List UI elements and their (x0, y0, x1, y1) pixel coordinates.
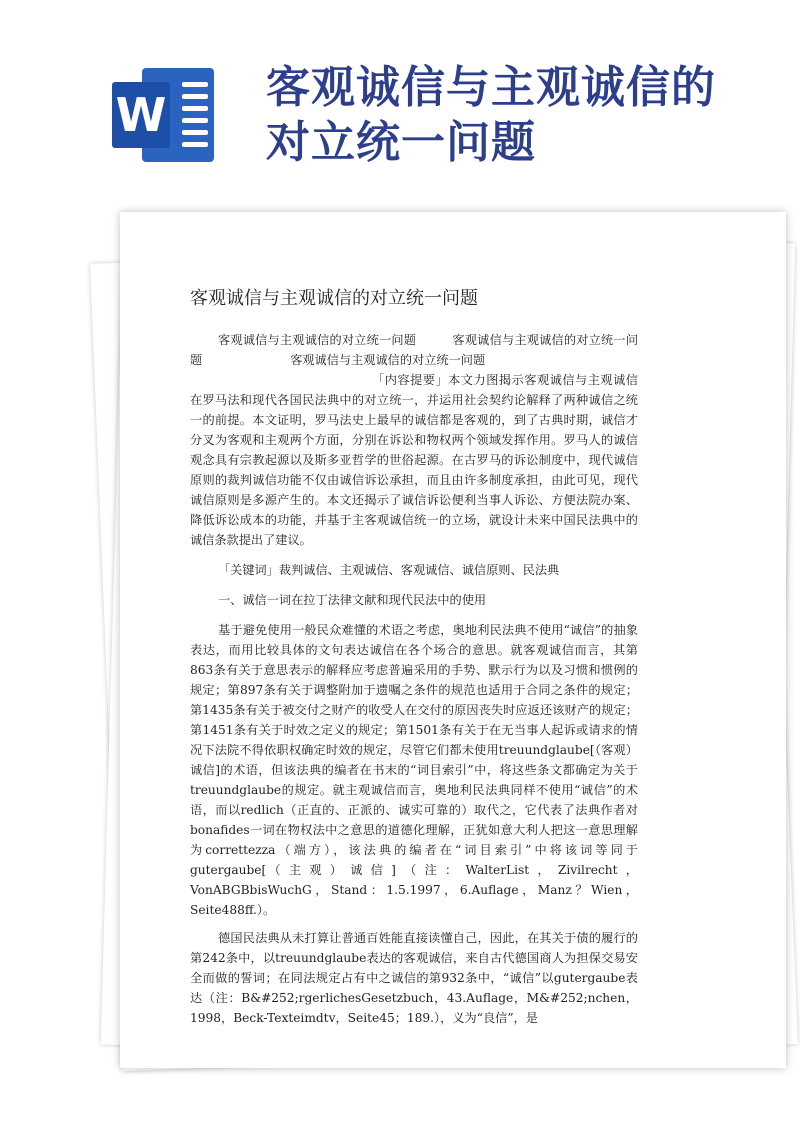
page-title-line-2: 对立统一问题 (266, 117, 536, 168)
document-title: 客观诚信与主观诚信的对立统一问题 (190, 288, 478, 309)
section-heading: 一、诚信一词在拉丁法律文献和现代民法中的使用 (218, 593, 487, 607)
page-title-line-1: 客观诚信与主观诚信的 (266, 62, 716, 113)
intro-line (190, 330, 638, 370)
body-paragraph-1: 基于避免使用一般民众难懂的术语之考虑，奥地利民法典不使用“诚信”的抽象表达，而用比较具体的文句表达诚信在各个场合的意思。就客观诚信而言，其第863条有关于意思表示的解释应考虑普遍采用的手势、默示行为以及习惯和惯例的规定；第897条有关于调整附加于遗嘱之条件的规范也适用于合同之条件的规定；第1435条有关于被交付之财产的收受人在交付的原因丧失时应返还该财产的规定；第1451条有关于时效之定义的规定；第1501条有关于在无当事人起诉或请求的情况下法院不得依职权确定时效的规定，尽管它们都未使用treuundglaube[（客观）诚信]的术语，但该法典的编者在书末的“词目索引”中，将这些条文都确定为关于treuundglaube的规定。就主观诚信而言，奥地利民法典同样不使用“诚信”的术语，而以redlich（正直的、正派的、诚实可靠的）取代之，它代表了法典作者对bonafides一词在物权法中之意思的道德化理解，正犹如意大利人把这一意思理解为correttezza（端方），该法典的编者在“词目索引”中将该词等同于gutergaube[（主观）诚信]（注：WalterList，Zivilrecht，VonABGBbisWuchG，Stand：1.5.1997，6.Auflage，Manz？Wien，Seite488ff.）。 (190, 623, 638, 917)
header-banner (0, 0, 800, 200)
keywords-line: 「关键词」裁判诚信、主观诚信、客观诚信、诚信原则、民法典 (218, 563, 560, 577)
document-body (190, 330, 638, 1028)
intro-repeat-1: 客观诚信与主观诚信的对立统一问题 (218, 333, 417, 347)
page-title (266, 60, 786, 170)
intro-repeat-3: 客观诚信与主观诚信的对立统一问题 (290, 353, 486, 367)
word-letter-badge: W (112, 82, 170, 148)
body-paragraph-2: 德国民法典从未打算让普通百姓能直接读懂自己，因此，在其关于债的履行的第242条中，以treuundglaube表达的客观诚信，来自古代德国商人为担保交易安全而做的誓词；在同法规定占有中之诚信的第932条中，“诚信”以gutergaube表达（注：B&#252;rgerlichesGesetzbuch，43.Auflage，M&#252;nchen，1998，Beck-Texteimdtv，Seite45；189.），义为“良信”，是 (190, 931, 638, 1025)
abstract-paragraph: 「内容提要」本文力图揭示客观诚信与主观诚信在罗马法和现代各国民法典中的对立统一，并运用社会契约论解释了两种诚信之统一的前提。本文证明，罗马法史上最早的诚信都是客观的，到了古典时期，诚信才分叉为客观和主观两个方面，分别在诉讼和物权两个领域发挥作用。罗马人的诚信观念具有宗教起源以及斯多亚哲学的世俗起源。在古罗马的诉讼制度中，现代诚信原则的裁判诚信功能不仅由诚信诉讼承担，而且由许多制度承担，由此可见，现代诚信原则是多源产生的。本文还揭示了诚信诉讼便利当事人诉讼、方便法院办案、降低诉讼成本的功能，并基于主客观诚信统一的立场，就设计未来中国民法典中的诚信条款提出了建议。 (190, 373, 638, 547)
document-page (120, 212, 786, 1068)
intro-repeat-2: 客观诚信与主观诚信的对立统一问题 (190, 333, 639, 367)
word-document-icon (112, 64, 217, 166)
